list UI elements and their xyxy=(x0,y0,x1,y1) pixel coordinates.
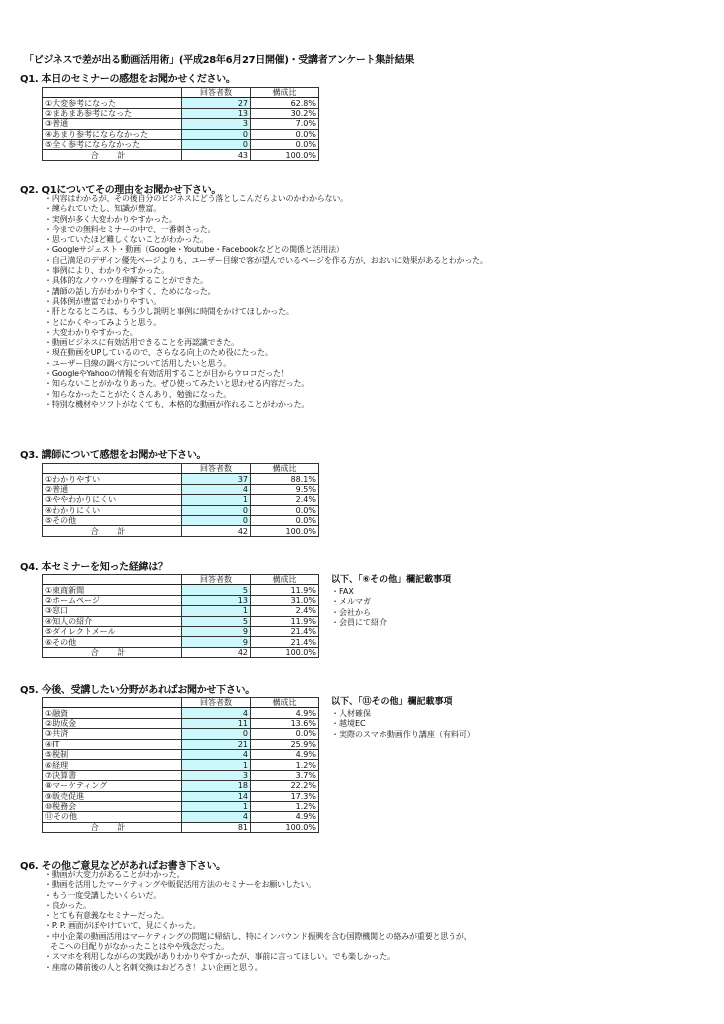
comment-item: ・ 知らなかったことがたくさんあり、勉強になった。 xyxy=(44,390,488,400)
row-ratio: 0.0% xyxy=(251,129,319,139)
row-count: 0 xyxy=(182,129,251,139)
row-ratio: 11.9% xyxy=(251,585,319,595)
row-ratio: 62.8% xyxy=(251,98,319,108)
table-row xyxy=(43,791,319,801)
row-count: 18 xyxy=(182,781,251,791)
row-count: 1 xyxy=(182,801,251,811)
other-note-item: ・ 会社から xyxy=(331,608,451,619)
table-row xyxy=(43,585,319,595)
header-label xyxy=(43,698,182,708)
row-ratio: 22.2% xyxy=(251,781,319,791)
header-count: 回答者数 xyxy=(182,88,251,98)
row-label: ④知人の紹介 xyxy=(43,616,182,626)
comment-item: ・ 座席の隣前後の人と名刺交換はおどろき！よい企画と思う。 xyxy=(44,963,472,973)
comment-item: ・ ユーザー目線の調べ方について活用したいと思う。 xyxy=(44,359,488,369)
other-note-item: ・ メルマガ xyxy=(331,597,451,608)
row-count: 9 xyxy=(182,626,251,636)
row-count: 5 xyxy=(182,616,251,626)
total-label: 合 計 xyxy=(43,150,182,160)
row-label: ④わかりにくい xyxy=(43,505,182,515)
q4-other-notes xyxy=(331,575,451,629)
row-ratio: 3.7% xyxy=(251,770,319,780)
row-count: 4 xyxy=(182,484,251,494)
row-label: ⑤その他 xyxy=(43,515,182,525)
table-row xyxy=(43,708,319,718)
q1-table xyxy=(42,87,319,161)
table-row xyxy=(43,718,319,728)
table-row xyxy=(43,484,319,494)
total-ratio: 100.0% xyxy=(251,526,319,536)
row-label: ③ややわかりにくい xyxy=(43,495,182,505)
row-label: ⑪その他 xyxy=(43,812,182,822)
row-label: ②普通 xyxy=(43,484,182,494)
row-ratio: 21.4% xyxy=(251,637,319,647)
row-count: 1 xyxy=(182,606,251,616)
row-label: ⑩税務会 xyxy=(43,801,182,811)
row-label: ⑧マーケティング xyxy=(43,781,182,791)
row-count: 0 xyxy=(182,505,251,515)
total-label: 合 計 xyxy=(43,822,182,832)
row-ratio: 7.0% xyxy=(251,119,319,129)
row-label: ④IT xyxy=(43,739,182,749)
row-label: ①大変参考になった xyxy=(43,98,182,108)
q2-heading: Q2. Q1についてその理由をお聞かせ下さい。 xyxy=(20,185,222,196)
row-count: 3 xyxy=(182,770,251,780)
comment-item: ・ 動画を活用したマーケティングや販促活用方法のセミナーをお願いしたい。 xyxy=(44,880,472,890)
row-ratio: 4.9% xyxy=(251,812,319,822)
comment-item: ・ 良かった。 xyxy=(44,901,472,911)
total-row xyxy=(43,526,319,536)
table-row xyxy=(43,812,319,822)
q5-table xyxy=(42,697,319,833)
comment-item: ・ GoogleやYahooの情報を有効活用することが目からウロコだった！ xyxy=(44,369,488,379)
table-row xyxy=(43,108,319,118)
row-count: 3 xyxy=(182,119,251,129)
header-ratio: 構成比 xyxy=(251,464,319,474)
comment-item: ・ 中小企業の動画活用はマーケティングの問題に帰結し、特にインバウンド振興を含む国際機関との絡みが重要と思うが、 xyxy=(44,932,472,942)
row-count: 27 xyxy=(182,98,251,108)
row-ratio: 1.2% xyxy=(251,760,319,770)
row-label: ②ホームページ xyxy=(43,595,182,605)
row-label: ①融資 xyxy=(43,708,182,718)
total-count: 42 xyxy=(182,647,251,657)
total-row xyxy=(43,822,319,832)
comment-item: ・ P. P. 画面がぼやけていて、見にくかった。 xyxy=(44,921,472,931)
q3-table xyxy=(42,463,319,537)
table-row xyxy=(43,98,319,108)
row-count: 4 xyxy=(182,812,251,822)
comment-item: ・ 具体的なノウハウを理解することができた。 xyxy=(44,276,488,286)
other-note-item: ・ 実際のスマホ動画作り講座（有料可） xyxy=(331,730,475,741)
q5-other-notes xyxy=(331,697,475,740)
q4-heading: Q4. 本セミナーを知った経緯は？ xyxy=(20,562,168,573)
q5-heading: Q5. 今後、受講したい分野があればお聞かせ下さい。 xyxy=(20,685,255,696)
header-ratio: 構成比 xyxy=(251,575,319,585)
row-label: ③窓口 xyxy=(43,606,182,616)
table-row xyxy=(43,749,319,759)
table-row xyxy=(43,129,319,139)
total-count: 43 xyxy=(182,150,251,160)
row-ratio: 30.2% xyxy=(251,108,319,118)
table-row xyxy=(43,474,319,484)
q2-comments xyxy=(44,194,488,410)
comment-item: ・ Googleサジェスト・動画（Google・Youtube・Facebookなどとの関係と活用法） xyxy=(44,245,488,255)
row-label: ①わかりやすい xyxy=(43,474,182,484)
row-label: ⑥その他 xyxy=(43,637,182,647)
table-row xyxy=(43,595,319,605)
q5-other-title: 以下、「⑪その他」欄記載事項 xyxy=(331,697,453,707)
comment-item: ・ 講師の話し方がわかりやすく、ためになった。 xyxy=(44,287,488,297)
row-count: 1 xyxy=(182,495,251,505)
table-row xyxy=(43,781,319,791)
comment-item: ・ 特別な機材やソフトがなくても、本格的な動画が作れることがわかった。 xyxy=(44,400,488,410)
row-count: 5 xyxy=(182,585,251,595)
comment-item: ・ もう一度受講したいくらいだ。 xyxy=(44,891,472,901)
total-row xyxy=(43,647,319,657)
row-count: 0 xyxy=(182,729,251,739)
row-ratio: 1.2% xyxy=(251,801,319,811)
other-note-item: ・ FAX xyxy=(331,587,451,598)
row-ratio: 0.0% xyxy=(251,139,319,149)
q1-heading: Q1. 本日のセミナーの感想をお聞かせください。 xyxy=(20,74,236,85)
row-ratio: 0.0% xyxy=(251,505,319,515)
comment-item: ・ 肝となるところは、もう少し説明と事例に時間をかけてほしかった。 xyxy=(44,307,488,317)
comment-item: ・ 現在動画をUPしているので、さらなる向上のため役にたった。 xyxy=(44,348,488,358)
comment-item: ・ 知らないことがかなりあった。ぜひ使ってみたいと思わせる内容だった。 xyxy=(44,379,488,389)
header-label xyxy=(43,575,182,585)
total-count: 81 xyxy=(182,822,251,832)
row-count: 4 xyxy=(182,749,251,759)
total-label: 合 計 xyxy=(43,526,182,536)
table-row xyxy=(43,515,319,525)
row-count: 0 xyxy=(182,515,251,525)
other-note-item: ・ 人材確保 xyxy=(331,709,475,720)
row-ratio: 21.4% xyxy=(251,626,319,636)
comment-item: ・ 動画が大変力があることがわかった。 xyxy=(44,870,472,880)
table-row xyxy=(43,616,319,626)
table-header-row xyxy=(43,88,319,98)
row-label: ⑦決算書 xyxy=(43,770,182,780)
row-label: ②まあまあ参考になった xyxy=(43,108,182,118)
table-row xyxy=(43,801,319,811)
row-label: ②助成金 xyxy=(43,718,182,728)
row-ratio: 4.9% xyxy=(251,708,319,718)
row-ratio: 9.5% xyxy=(251,484,319,494)
row-count: 1 xyxy=(182,760,251,770)
header-count: 回答者数 xyxy=(182,464,251,474)
row-count: 13 xyxy=(182,108,251,118)
row-label: ⑤税制 xyxy=(43,749,182,759)
comment-item: そこへの目配りがなかったことはやや残念だった。 xyxy=(50,942,230,952)
page-title: 「ビジネスで差が出る動画活用術」(平成28年6月27日開催)・受講者アンケート集計結果 xyxy=(24,55,415,66)
header-count: 回答者数 xyxy=(182,575,251,585)
other-note-item: ・ 会員にて紹介 xyxy=(331,618,451,629)
row-count: 14 xyxy=(182,791,251,801)
row-count: 13 xyxy=(182,595,251,605)
comment-item: ・ 今までの無料セミナーの中で、一番刺さった。 xyxy=(44,225,488,235)
table-row xyxy=(43,505,319,515)
row-label: ①東商新聞 xyxy=(43,585,182,595)
header-ratio: 構成比 xyxy=(251,88,319,98)
comment-item: ・ 練られていたし、知識が豊富。 xyxy=(44,204,488,214)
table-header-row xyxy=(43,464,319,474)
row-label: ④あまり参考にならなかった xyxy=(43,129,182,139)
comment-item: ・ 思っていたほど難しくないことがわかった。 xyxy=(44,235,488,245)
q6-heading: Q6. その他ご意見などがあればお書き下さい。 xyxy=(20,861,226,872)
row-label: ⑤ダイレクトメール xyxy=(43,626,182,636)
row-ratio: 4.9% xyxy=(251,749,319,759)
table-row xyxy=(43,606,319,616)
comment-item: ・ 自己満足のデザイン優先ページよりも、ユーザー目線で客が望んでいるページを作る方が、おおいに効果があるとわかった。 xyxy=(44,256,488,266)
q6-comments xyxy=(44,870,472,973)
row-ratio: 13.6% xyxy=(251,718,319,728)
header-ratio: 構成比 xyxy=(251,698,319,708)
table-row xyxy=(43,770,319,780)
row-count: 0 xyxy=(182,139,251,149)
row-count: 4 xyxy=(182,708,251,718)
comment-item: ・ 事例により、わかりやすかった。 xyxy=(44,266,488,276)
row-count: 9 xyxy=(182,637,251,647)
total-ratio: 100.0% xyxy=(251,647,319,657)
row-label: ⑨販売促進 xyxy=(43,791,182,801)
comment-item: ・ 実例が多く大変わかりやすかった。 xyxy=(44,215,488,225)
row-ratio: 0.0% xyxy=(251,729,319,739)
header-count: 回答者数 xyxy=(182,698,251,708)
header-label xyxy=(43,464,182,474)
table-row xyxy=(43,637,319,647)
table-row xyxy=(43,119,319,129)
row-ratio: 31.0% xyxy=(251,595,319,605)
total-count: 42 xyxy=(182,526,251,536)
table-header-row xyxy=(43,698,319,708)
row-label: ⑥経理 xyxy=(43,760,182,770)
total-ratio: 100.0% xyxy=(251,822,319,832)
table-row xyxy=(43,139,319,149)
row-count: 21 xyxy=(182,739,251,749)
table-row xyxy=(43,626,319,636)
comment-item: ・ 動画ビジネスに有効活用できることを再認識できた。 xyxy=(44,338,488,348)
row-ratio: 2.4% xyxy=(251,495,319,505)
row-ratio: 17.3% xyxy=(251,791,319,801)
row-label: ⑤全く参考にならなかった xyxy=(43,139,182,149)
header-label xyxy=(43,88,182,98)
total-label: 合 計 xyxy=(43,647,182,657)
row-ratio: 2.4% xyxy=(251,606,319,616)
row-count: 11 xyxy=(182,718,251,728)
comment-item: ・ 大変わかりやすかった。 xyxy=(44,328,488,338)
row-ratio: 25.9% xyxy=(251,739,319,749)
comment-item: ・ とにかくやってみようと思う。 xyxy=(44,318,488,328)
q4-table xyxy=(42,574,319,658)
q4-other-title: 以下、「⑥その他」欄記載事項 xyxy=(331,575,452,585)
q3-heading: Q3. 講師について感想をお聞かせ下さい。 xyxy=(20,450,207,461)
table-row xyxy=(43,760,319,770)
row-ratio: 11.9% xyxy=(251,616,319,626)
row-count: 37 xyxy=(182,474,251,484)
total-row xyxy=(43,150,319,160)
total-ratio: 100.0% xyxy=(251,150,319,160)
row-label: ③共済 xyxy=(43,729,182,739)
comment-item: ・ 内容はわかるが、その後自分のビジネスにどう落としこんだらよいのかわからない。 xyxy=(44,194,488,204)
row-ratio: 0.0% xyxy=(251,515,319,525)
row-ratio: 88.1% xyxy=(251,474,319,484)
comment-item: ・ とても有意義なセミナーだった。 xyxy=(44,911,472,921)
table-header-row xyxy=(43,575,319,585)
comment-item: ・ 具体例が豊富でわかりやすい。 xyxy=(44,297,488,307)
comment-item: ・ スマホを利用しながらの実践がありわかりやすかったが、事前に言ってほしい。でも楽しかった。 xyxy=(44,952,472,962)
other-note-item: ・ 越境EC xyxy=(331,719,475,730)
table-row xyxy=(43,495,319,505)
row-label: ③普通 xyxy=(43,119,182,129)
table-row xyxy=(43,729,319,739)
table-row xyxy=(43,739,319,749)
